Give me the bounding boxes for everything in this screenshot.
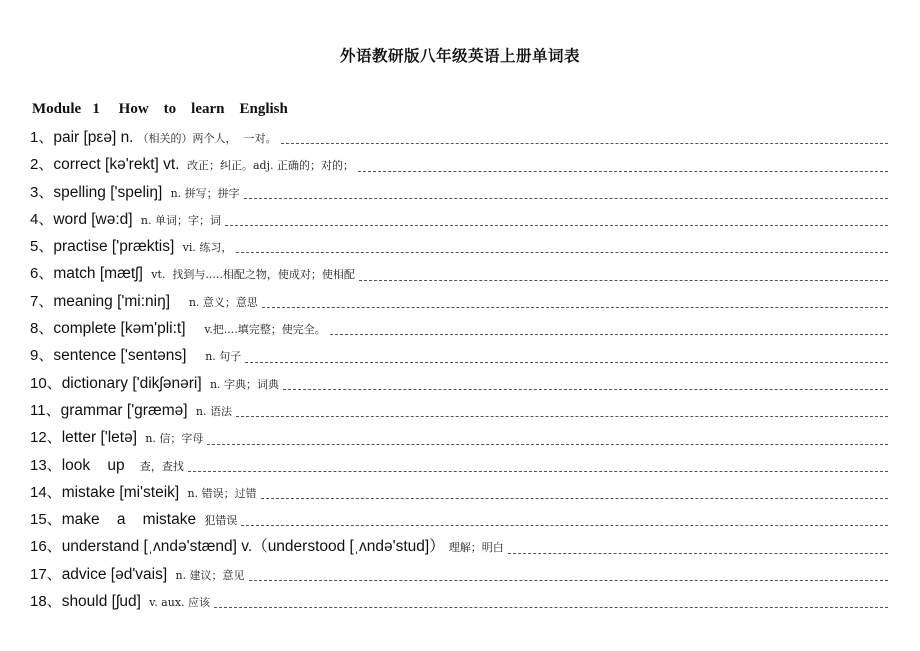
vocabulary-entry xyxy=(30,288,888,315)
entry-word: sentence ['sentəns] xyxy=(53,347,191,365)
dotted-leader xyxy=(358,171,888,172)
entry-number: 1、 xyxy=(30,129,54,146)
vocabulary-entry xyxy=(30,315,888,342)
entry-word: look up xyxy=(61,456,129,474)
entry-word: spelling ['speliŋ] xyxy=(53,183,167,201)
entry-word: advice [əd'vais] xyxy=(61,565,172,583)
vocabulary-entry xyxy=(30,561,888,588)
vocabulary-entry xyxy=(30,479,888,506)
vocabulary-entry xyxy=(30,151,888,178)
entry-meaning: n. 句子 xyxy=(194,350,242,364)
entry-word: make a mistake xyxy=(61,511,201,529)
entry-meaning: vt. 找到与.....相配之物，使成对；使相配 xyxy=(151,268,355,282)
entry-word: meaning ['mi:niŋ] xyxy=(53,292,175,310)
dotted-leader xyxy=(236,416,888,417)
dotted-leader xyxy=(214,607,888,608)
dotted-leader xyxy=(508,553,888,554)
vocabulary-list xyxy=(30,124,888,615)
entry-number: 13、 xyxy=(30,456,62,474)
entry-meaning: n. 单词；字；词 xyxy=(140,213,221,227)
entry-meaning: vi. 练习， xyxy=(182,241,233,255)
dotted-leader xyxy=(245,362,888,363)
entry-word: should [ʃud] xyxy=(61,593,146,611)
page-title: 外语教研版八年级英语上册单词表 xyxy=(339,46,580,65)
entry-meaning: n. 拼写；拼字 xyxy=(170,186,240,200)
entry-meaning: n. 意义；意思 xyxy=(178,295,258,309)
entry-meaning: n. 建议；意见 xyxy=(175,568,245,582)
vocabulary-entry xyxy=(30,233,888,260)
dotted-leader xyxy=(207,444,888,445)
entry-word: grammar ['ɡræmə] xyxy=(60,401,192,419)
entry-meaning: n. 字典；词典 xyxy=(209,377,280,391)
module-heading: Module 1 How to learn English xyxy=(32,101,288,117)
dotted-leader xyxy=(262,307,888,308)
entry-meaning: v.把....填完整；使完全。 xyxy=(193,323,326,337)
dotted-leader xyxy=(188,471,888,472)
entry-word: match [mætʃ] xyxy=(53,265,148,283)
entry-meaning: 查，查找 xyxy=(132,459,184,473)
dotted-leader xyxy=(283,389,888,390)
dotted-leader xyxy=(249,580,888,581)
vocabulary-entry xyxy=(30,424,888,451)
dotted-leader xyxy=(244,198,888,199)
vocabulary-entry xyxy=(30,370,888,397)
entry-meaning: 改正；纠正。adj. 正确的；对的； xyxy=(183,159,354,173)
vocabulary-entry xyxy=(30,342,888,369)
entry-meaning: n. 错误；过错 xyxy=(187,486,257,500)
entry-number: 9、 xyxy=(30,347,54,365)
dotted-leader xyxy=(359,280,888,281)
entry-number: 16、 xyxy=(30,538,62,556)
entry-number: 7、 xyxy=(30,292,54,310)
entry-meaning: n. 语法 xyxy=(195,404,232,418)
dotted-leader xyxy=(241,525,888,526)
entry-number: 14、 xyxy=(30,483,62,501)
vocabulary-entry xyxy=(30,179,888,206)
vocabulary-entry xyxy=(30,260,888,287)
entry-word: mistake [mi'steik] xyxy=(61,483,184,501)
entry-word: correct [kə'rekt] vt. xyxy=(53,156,180,174)
entry-word: word [wə:d] xyxy=(53,210,137,228)
vocabulary-entry xyxy=(30,533,888,560)
entry-meaning: v. aux. 应该 xyxy=(149,596,211,610)
entry-word: understand [ˌʌndə'stænd] v.（understood [ˌʌndə'stud]） xyxy=(61,538,445,556)
dotted-leader xyxy=(261,498,888,499)
entry-number: 10、 xyxy=(30,374,62,392)
entry-number: 4、 xyxy=(30,210,54,228)
entry-meaning: 犯错误 xyxy=(204,514,238,528)
entry-number: 3、 xyxy=(30,183,54,201)
dotted-leader xyxy=(236,252,888,253)
entry-meaning: 理解；明白 xyxy=(448,541,504,555)
entry-word: practise ['præktis] xyxy=(53,238,179,256)
vocabulary-entry xyxy=(30,452,888,479)
entry-word: pair [pεə] n. xyxy=(53,129,134,146)
entry-number: 2、 xyxy=(30,156,54,174)
dotted-leader xyxy=(225,225,888,226)
vocabulary-entry xyxy=(30,397,888,424)
entry-meaning: （相关的）两个人， 一对。 xyxy=(137,132,277,145)
entry-meaning: n. 信；字母 xyxy=(145,432,204,446)
entry-word: letter ['letə] xyxy=(61,429,142,447)
dotted-leader xyxy=(281,143,889,144)
vocabulary-entry xyxy=(30,588,888,615)
entry-number: 17、 xyxy=(30,565,62,583)
dotted-leader xyxy=(330,334,888,335)
entry-word: dictionary ['dikʃənəri] xyxy=(61,374,206,392)
entry-number: 6、 xyxy=(30,265,54,283)
entry-number: 12、 xyxy=(30,429,62,447)
entry-number: 5、 xyxy=(30,238,54,256)
entry-number: 11、 xyxy=(30,401,61,419)
entry-number: 15、 xyxy=(30,511,62,529)
vocabulary-entry xyxy=(30,206,888,233)
entry-number: 8、 xyxy=(30,320,54,338)
entry-number: 18、 xyxy=(30,593,62,611)
vocabulary-entry xyxy=(30,124,888,151)
entry-word: complete [kəm'pli:t] xyxy=(53,320,190,338)
vocabulary-entry xyxy=(30,506,888,533)
